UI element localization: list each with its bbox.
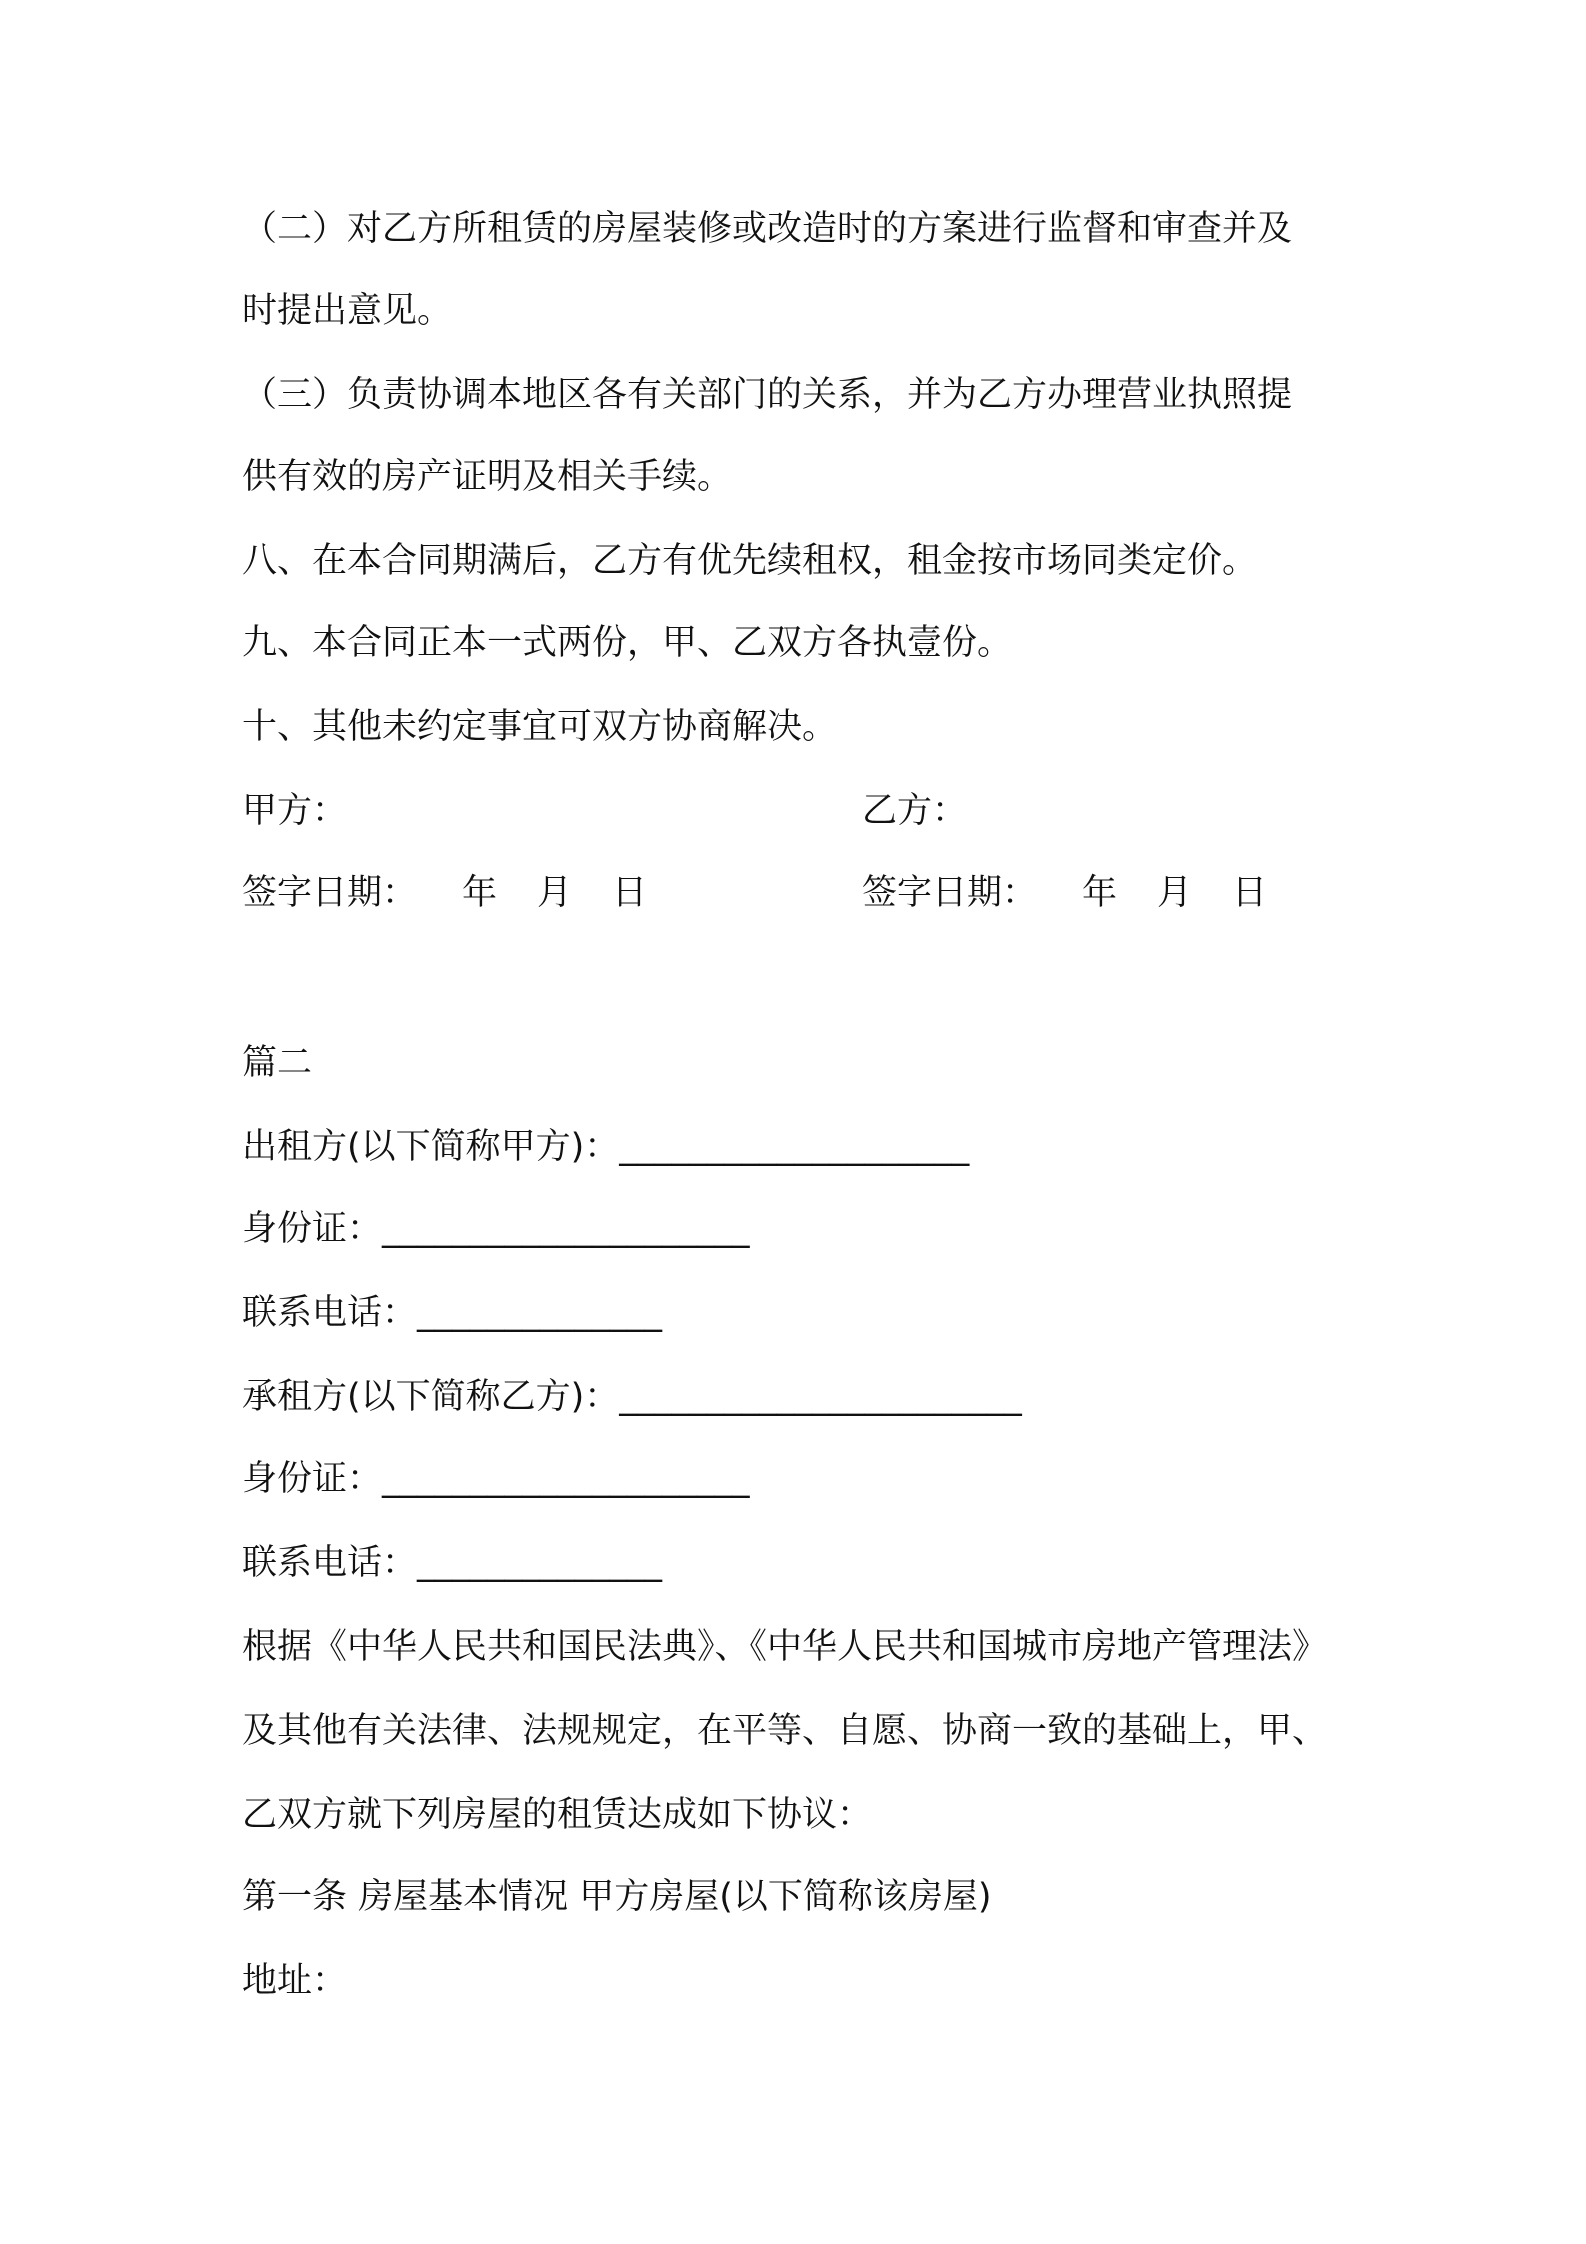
month-label: 月 <box>537 873 573 913</box>
sign-date-label: 签字日期： <box>862 873 1038 913</box>
address-label: 地址： <box>242 1961 348 2001</box>
lessee-phone-line: 联系电话：______________ <box>242 1543 663 1583</box>
lessee-id-line: 身份证：_____________________ <box>242 1459 750 1499</box>
party-b-label: 乙方： <box>862 791 968 831</box>
lessee-line: 承租方(以下简称乙方)：_______________________ <box>242 1377 1022 1417</box>
lessor-id-line: 身份证：_____________________ <box>242 1209 750 1249</box>
lessor-phone-line: 联系电话：______________ <box>242 1293 663 1333</box>
party-b-sign-date <box>862 870 1307 916</box>
article-one-heading: 第一条 房屋基本情况 甲方房屋(以下简称该房屋) <box>242 1877 992 1917</box>
year-label: 年 <box>462 873 498 913</box>
party-a-label: 甲方： <box>242 791 348 831</box>
clause-10: 十、其他未约定事宜可双方协商解决。 <box>242 707 838 747</box>
legal-basis-line-1: 根据《中华人民共和国民法典》、《中华人民共和国城市房地产管理法》 <box>242 1627 1328 1667</box>
legal-basis-line-3: 乙双方就下列房屋的租赁达成如下协议： <box>242 1795 873 1835</box>
section-two-title: 篇二 <box>242 1043 313 1083</box>
clause-7-item-3-line-1: （三）负责协调本地区各有关部门的关系，并为乙方办理营业执照提 <box>242 375 1293 415</box>
sign-date-label: 签字日期： <box>242 873 418 913</box>
clause-7-item-3-line-2: 供有效的房产证明及相关手续。 <box>242 457 733 497</box>
clause-7-item-2-line-2: 时提出意见。 <box>242 291 453 331</box>
year-label: 年 <box>1082 873 1118 913</box>
day-label: 日 <box>612 873 648 913</box>
clause-8: 八、在本合同期满后，乙方有优先续租权，租金按市场同类定价。 <box>242 541 1258 581</box>
clause-7-item-2-line-1: （二）对乙方所租赁的房屋装修或改造时的方案进行监督和审查并及 <box>242 209 1293 249</box>
month-label: 月 <box>1157 873 1193 913</box>
lessor-line: 出租方(以下简称甲方)：____________________ <box>242 1127 970 1167</box>
clause-9: 九、本合同正本一式两份，甲、乙双方各执壹份。 <box>242 623 1013 663</box>
party-a-sign-date <box>242 870 687 916</box>
legal-basis-line-2: 及其他有关法律、法规规定，在平等、自愿、协商一致的基础上，甲、 <box>242 1711 1328 1751</box>
day-label: 日 <box>1232 873 1268 913</box>
